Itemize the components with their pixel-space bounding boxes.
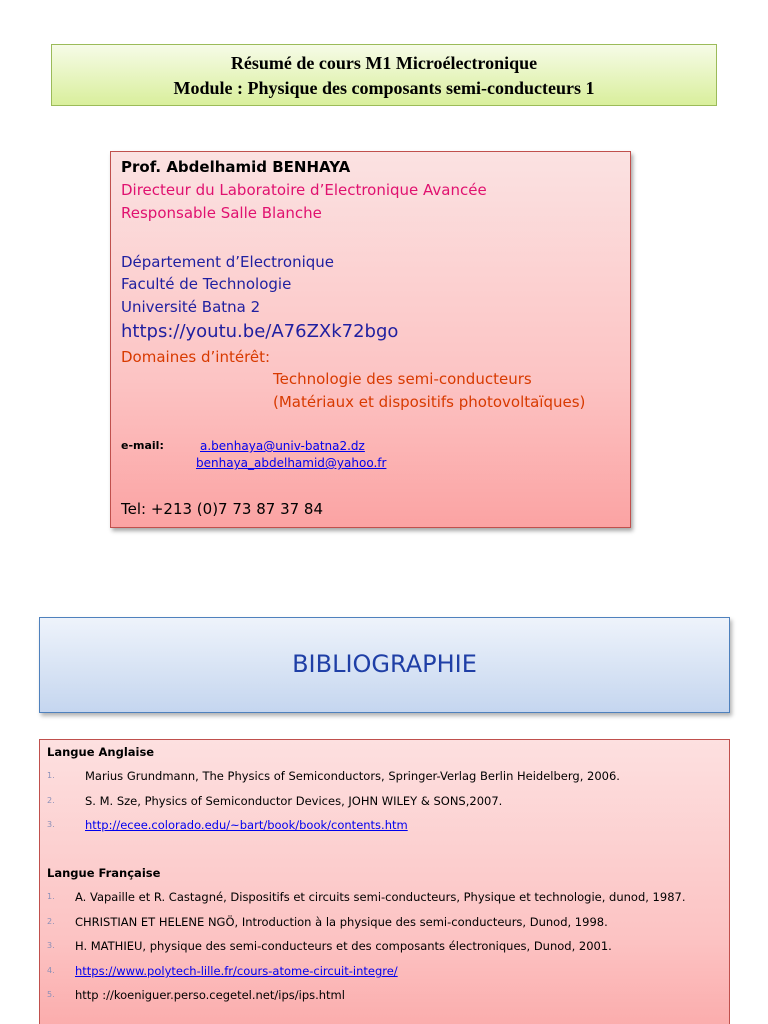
section-french: Langue Française xyxy=(47,866,161,880)
list-link[interactable]: http://ecee.colorado.edu/~bart/book/book/contents.htm xyxy=(85,818,408,832)
email-link-univ[interactable]: a.benhaya@univ-batna2.dz xyxy=(200,439,365,453)
list-text: A. Vapaille et R. Castagné, Dispositifs et circuits semi-conducteurs, Physique et technologie, dunod, 1987. xyxy=(75,890,686,904)
course-title-box xyxy=(51,44,717,106)
list-number: 1. xyxy=(47,771,55,780)
list-number: 1. xyxy=(47,892,55,901)
list-number: 2. xyxy=(47,796,55,805)
contact-card xyxy=(110,151,631,528)
list-text: Marius Grundmann, The Physics of Semiconductors, Springer-Verlag Berlin Heidelberg, 2006. xyxy=(85,769,620,783)
email-label: e-mail: xyxy=(121,439,164,452)
list-link[interactable]: https://www.polytech-lille.fr/cours-atome-circuit-integre/ xyxy=(75,964,398,978)
bibliography-heading: BIBLIOGRAPHIE xyxy=(292,650,477,678)
interest-materials: (Matériaux et dispositifs photovoltaïques) xyxy=(273,393,586,411)
list-number: 3. xyxy=(47,941,55,950)
video-link[interactable]: https://youtu.be/A76ZXk72bgo xyxy=(121,321,399,342)
faculty: Faculté de Technologie xyxy=(121,275,292,293)
list-text: CHRISTIAN ET HELENE NGÖ, Introduction à la physique des semi-conducteurs, Dunod, 1998. xyxy=(75,915,608,929)
bibliography-list xyxy=(39,739,730,1024)
list-number: 2. xyxy=(47,917,55,926)
email-link-yahoo[interactable]: benhaya_abdelhamid@yahoo.fr xyxy=(196,456,387,470)
bibliography-heading-box xyxy=(39,617,730,713)
department: Département d’Electronique xyxy=(121,253,335,271)
module-title: Module : Physique des composants semi-conducteurs 1 xyxy=(173,78,595,98)
interest-technology: Technologie des semi-conducteurs xyxy=(273,370,532,388)
section-english: Langue Anglaise xyxy=(47,745,155,759)
list-number: 4. xyxy=(47,966,55,975)
list-number: 5. xyxy=(47,990,55,999)
professor-name: Prof. Abdelhamid BENHAYA xyxy=(121,158,351,176)
role-cleanroom: Responsable Salle Blanche xyxy=(121,204,322,222)
course-title: Résumé de cours M1 Microélectronique xyxy=(230,53,538,73)
role-director: Directeur du Laboratoire d’Electronique Avancée xyxy=(121,181,487,199)
interests-label: Domaines d’intérêt: xyxy=(121,348,271,366)
list-text: http ://koeniguer.perso.cegetel.net/ips/ips.html xyxy=(75,988,345,1002)
list-number: 3. xyxy=(47,820,55,829)
university: Université Batna 2 xyxy=(121,298,261,316)
list-text: H. MATHIEU, physique des semi-conducteurs et des composants électroniques, Dunod, 2001. xyxy=(75,939,612,953)
telephone: Tel: +213 (0)7 73 87 37 84 xyxy=(121,500,324,518)
list-text: S. M. Sze, Physics of Semiconductor Devices, JOHN WILEY & SONS,2007. xyxy=(85,794,503,808)
